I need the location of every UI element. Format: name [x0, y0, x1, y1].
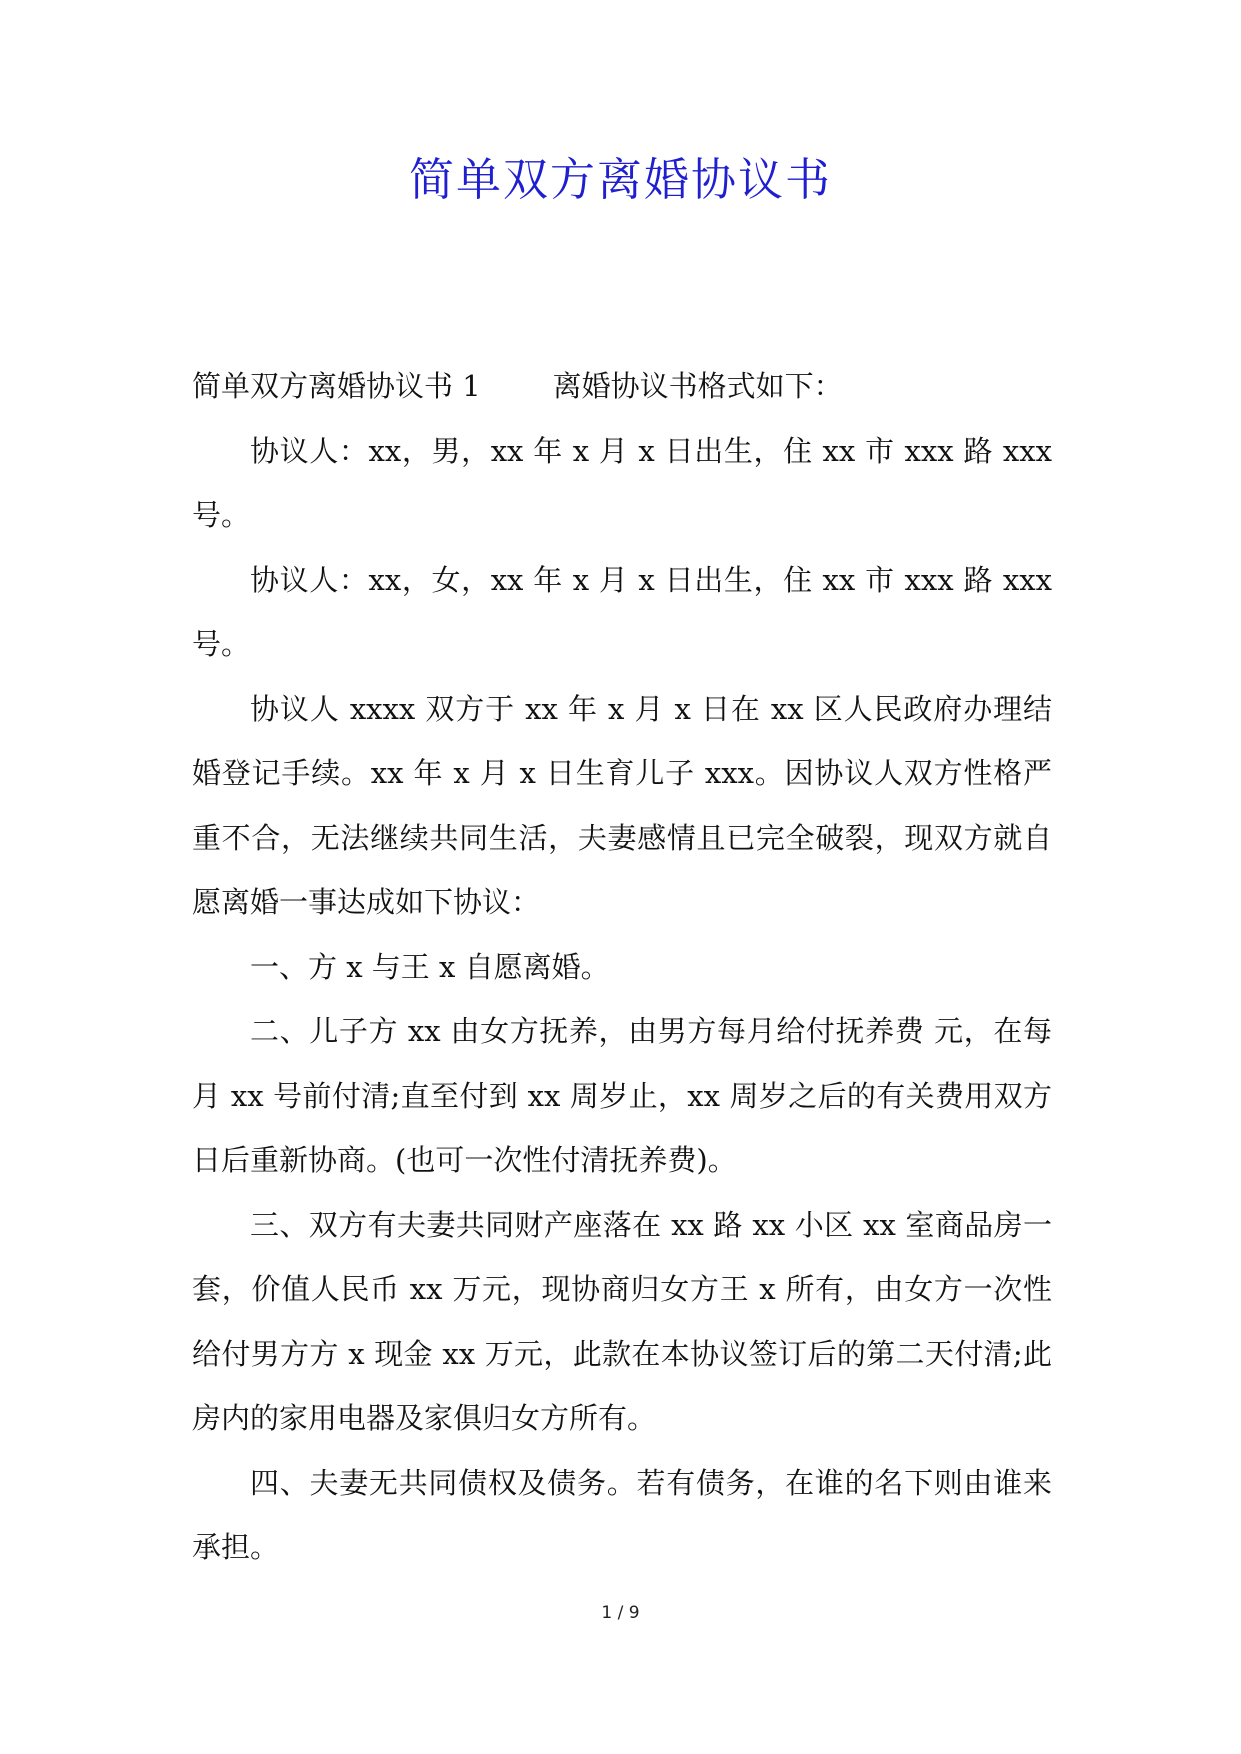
page-number: 1 / 9 [601, 1603, 640, 1623]
paragraph-clause-3: 三、双方有夫妻共同财产座落在 xx 路 xx 小区 xx 室商品房一套，价值人民币 xx 万元，现协商归女方王 x 所有，由女方一次性给付男方方 x 现金 xx 万元，此款在本协议签订后的第二天付清;此房内的家用电器及家俱归女方所有。 [192, 1207, 1052, 1435]
intro-line [192, 354, 1052, 419]
paragraph-clause-2: 二、儿子方 xx 由女方抚养，由男方每月给付抚养费 元，在每月 xx 号前付清;直至付到 xx 周岁止，xx 周岁之后的有关费用双方日后重新协商。(也可一次性付清抚养费)。 [192, 1014, 1052, 1177]
paragraph-party-male: 协议人：xx，男，xx 年 x 月 x 日出生，住 xx 市 xxx 路 xxx 号。 [192, 433, 1052, 532]
document-title: 简单双方离婚协议书 [408, 153, 832, 206]
paragraph-clause-4: 四、夫妻无共同债权及债务。若有债务，在谁的名下则由谁来承担。 [192, 1465, 1052, 1564]
document-body [192, 354, 1052, 1580]
intro-heading: 简单双方离婚协议书 1 [192, 369, 481, 403]
paragraph-clause-1: 一、方 x 与王 x 自愿离婚。 [250, 949, 610, 984]
intro-text: 离婚协议书格式如下： [552, 369, 843, 403]
paragraph-party-female: 协议人：xx，女，xx 年 x 月 x 日出生，住 xx 市 xxx 路 xxx 号。 [192, 562, 1052, 661]
paragraph-background: 协议人 xxxx 双方于 xx 年 x 月 x 日在 xx 区人民政府办理结婚登记手续。xx 年 x 月 x 日生育儿子 xxx。因协议人双方性格严重不合，无法继续共同生活，夫妻感情且已完全破裂，现双方就自愿离婚一事达成如下协议： [192, 691, 1052, 919]
